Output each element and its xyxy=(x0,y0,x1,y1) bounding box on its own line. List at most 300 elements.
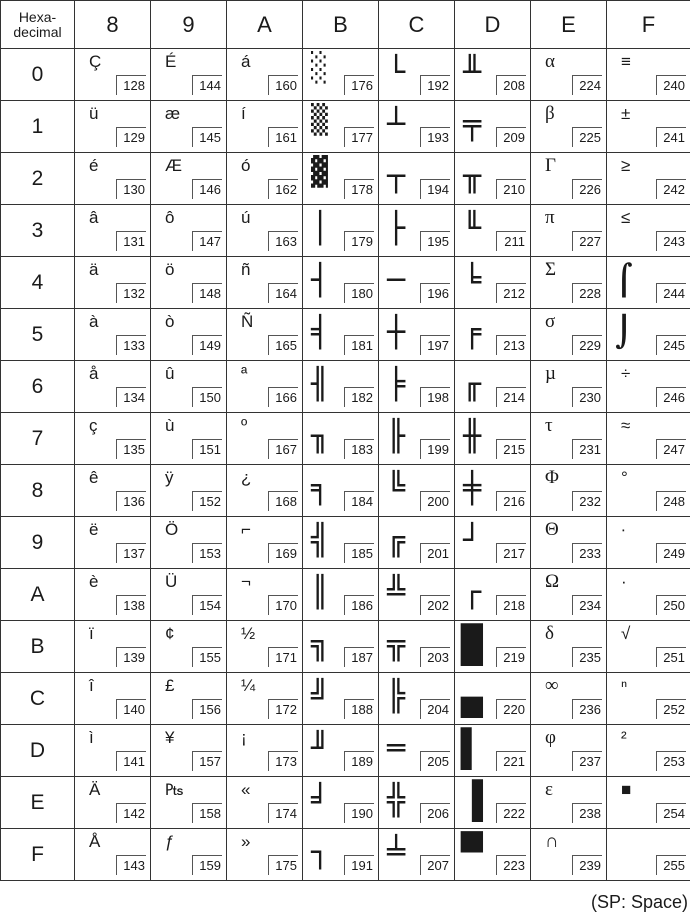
code-cell xyxy=(531,361,607,413)
character-glyph: ╝ xyxy=(311,679,330,714)
code-cell xyxy=(531,49,607,101)
decimal-code: 153 xyxy=(192,543,222,563)
character-glyph: ⌐ xyxy=(241,520,251,539)
code-cell xyxy=(303,725,379,777)
decimal-code: 251 xyxy=(656,647,686,667)
row-header: D xyxy=(1,725,75,777)
character-glyph: ú xyxy=(241,208,251,227)
decimal-code: 243 xyxy=(656,231,686,251)
decimal-code: 177 xyxy=(344,127,374,147)
table-row xyxy=(1,205,690,257)
row-header: F xyxy=(1,829,75,881)
character-glyph: ⌡ xyxy=(615,315,634,350)
decimal-code: 175 xyxy=(268,855,298,875)
code-cell xyxy=(303,309,379,361)
code-cell xyxy=(607,257,690,309)
decimal-code: 248 xyxy=(656,491,686,511)
table-row xyxy=(1,49,690,101)
character-glyph: ╨ xyxy=(463,55,482,90)
table-row xyxy=(1,569,690,621)
code-cell xyxy=(227,673,303,725)
decimal-code: 210 xyxy=(496,179,526,199)
character-glyph: µ xyxy=(545,363,556,384)
column-header: 8 xyxy=(75,1,151,49)
code-cell xyxy=(531,205,607,257)
character-glyph: ╬ xyxy=(387,783,406,818)
code-cell xyxy=(607,153,690,205)
code-cell xyxy=(531,725,607,777)
code-cell xyxy=(227,205,303,257)
decimal-code: 223 xyxy=(496,855,526,875)
table-row xyxy=(1,829,690,881)
hexadecimal-header xyxy=(1,1,75,49)
character-glyph: ¼ xyxy=(241,676,256,695)
decimal-code: 224 xyxy=(572,75,602,95)
character-glyph: Ñ xyxy=(241,312,254,331)
code-cell xyxy=(75,101,151,153)
decimal-code: 184 xyxy=(344,491,374,511)
row-header: 5 xyxy=(1,309,75,361)
decimal-code: 238 xyxy=(572,803,602,823)
row-header: C xyxy=(1,673,75,725)
decimal-code: 171 xyxy=(268,647,298,667)
code-cell xyxy=(151,257,227,309)
character-glyph: ▐ xyxy=(461,781,483,822)
decimal-code: 186 xyxy=(344,595,374,615)
decimal-code: 164 xyxy=(268,283,298,303)
footer-note: (SP: Space) xyxy=(590,892,688,912)
character-glyph: ì xyxy=(89,728,94,747)
code-cell xyxy=(227,829,303,881)
decimal-code: 148 xyxy=(192,283,222,303)
character-glyph: ╗ xyxy=(311,627,330,662)
code-cell xyxy=(75,205,151,257)
character-glyph: ó xyxy=(241,156,251,175)
code-cell xyxy=(531,309,607,361)
code-cell xyxy=(227,361,303,413)
decimal-code: 166 xyxy=(268,387,298,407)
character-glyph: ± xyxy=(621,104,631,123)
character-glyph: ╣ xyxy=(311,523,330,558)
decimal-code: 181 xyxy=(344,335,374,355)
row-header: 8 xyxy=(1,465,75,517)
character-glyph: « xyxy=(241,780,251,799)
character-glyph: ║ xyxy=(311,575,330,610)
code-cell xyxy=(303,413,379,465)
code-cell xyxy=(227,777,303,829)
code-cell xyxy=(227,569,303,621)
decimal-code: 194 xyxy=(420,179,450,199)
decimal-code: 195 xyxy=(420,231,450,251)
character-glyph: ∩ xyxy=(545,831,559,852)
decimal-code: 202 xyxy=(420,595,450,615)
character-glyph: î xyxy=(89,676,94,695)
code-cell xyxy=(455,777,531,829)
decimal-code: 158 xyxy=(192,803,222,823)
decimal-code: 246 xyxy=(656,387,686,407)
decimal-code: 213 xyxy=(496,335,526,355)
character-glyph: α xyxy=(545,51,555,72)
code-cell xyxy=(303,829,379,881)
character-glyph: ê xyxy=(89,468,99,487)
code-cell xyxy=(151,465,227,517)
character-glyph: ╩ xyxy=(387,575,406,610)
column-header: F xyxy=(607,1,690,49)
table-row xyxy=(1,361,690,413)
code-cell xyxy=(455,569,531,621)
decimal-code: 214 xyxy=(496,387,526,407)
decimal-code: 137 xyxy=(116,543,146,563)
decimal-code: 211 xyxy=(496,231,526,251)
table-row xyxy=(1,673,690,725)
code-cell xyxy=(151,205,227,257)
table-row xyxy=(1,101,690,153)
code-cell xyxy=(379,569,455,621)
code-cell xyxy=(607,673,690,725)
character-glyph: ï xyxy=(89,624,94,643)
row-header: 2 xyxy=(1,153,75,205)
code-cell xyxy=(379,673,455,725)
code-cell xyxy=(75,153,151,205)
character-glyph: ô xyxy=(165,208,175,227)
decimal-code: 253 xyxy=(656,751,686,771)
decimal-code: 233 xyxy=(572,543,602,563)
decimal-code: 235 xyxy=(572,647,602,667)
decimal-code: 143 xyxy=(116,855,146,875)
code-cell xyxy=(607,413,690,465)
table-row xyxy=(1,621,690,673)
character-glyph: Σ xyxy=(545,259,557,280)
character-glyph: β xyxy=(545,103,555,124)
decimal-code: 228 xyxy=(572,283,602,303)
decimal-code: 128 xyxy=(116,75,146,95)
decimal-code: 209 xyxy=(496,127,526,147)
decimal-code: 146 xyxy=(192,179,222,199)
character-glyph: ░ xyxy=(311,51,328,84)
code-cell xyxy=(607,309,690,361)
character-glyph: ╘ xyxy=(463,263,482,298)
character-glyph: ≤ xyxy=(621,208,631,227)
code-cell xyxy=(75,829,151,881)
decimal-code: 240 xyxy=(656,75,686,95)
character-glyph: Ö xyxy=(165,520,179,539)
character-glyph: ∞ xyxy=(545,675,559,696)
code-cell xyxy=(227,413,303,465)
code-cell xyxy=(531,777,607,829)
row-header: E xyxy=(1,777,75,829)
row-header: 4 xyxy=(1,257,75,309)
character-glyph: ¡ xyxy=(241,728,247,747)
character-glyph: ╡ xyxy=(311,315,330,350)
character-glyph: ▀ xyxy=(461,833,483,874)
code-cell xyxy=(607,517,690,569)
code-cell xyxy=(455,673,531,725)
character-glyph: π xyxy=(545,207,555,228)
code-cell xyxy=(227,257,303,309)
code-cell xyxy=(455,829,531,881)
character-glyph: Θ xyxy=(545,519,559,540)
character-glyph: ├ xyxy=(387,211,406,246)
row-header: 1 xyxy=(1,101,75,153)
code-cell xyxy=(531,673,607,725)
character-glyph: á xyxy=(241,52,251,71)
code-cell xyxy=(75,413,151,465)
decimal-code: 219 xyxy=(496,647,526,667)
decimal-code: 150 xyxy=(192,387,222,407)
code-cell xyxy=(75,517,151,569)
decimal-code: 156 xyxy=(192,699,222,719)
decimal-code: 155 xyxy=(192,647,222,667)
table-row xyxy=(1,777,690,829)
decimal-code: 129 xyxy=(116,127,146,147)
character-glyph: ╕ xyxy=(311,471,330,506)
row-header: B xyxy=(1,621,75,673)
code-cell xyxy=(227,153,303,205)
code-cell xyxy=(75,465,151,517)
code-cell xyxy=(379,621,455,673)
table-row xyxy=(1,413,690,465)
code-cell xyxy=(151,153,227,205)
code-cell xyxy=(531,257,607,309)
decimal-code: 167 xyxy=(268,439,298,459)
code-cell xyxy=(455,517,531,569)
column-header: 9 xyxy=(151,1,227,49)
character-glyph: à xyxy=(89,312,99,331)
code-cell xyxy=(303,101,379,153)
character-glyph: ╦ xyxy=(387,627,406,662)
character-glyph: ƒ xyxy=(165,832,175,851)
character-glyph: ¥ xyxy=(165,728,175,747)
code-cell xyxy=(303,205,379,257)
decimal-code: 170 xyxy=(268,595,298,615)
decimal-code: 188 xyxy=(344,699,374,719)
decimal-code: 187 xyxy=(344,647,374,667)
decimal-code: 154 xyxy=(192,595,222,615)
character-glyph: ç xyxy=(89,416,98,435)
code-cell xyxy=(227,517,303,569)
decimal-code: 200 xyxy=(420,491,450,511)
code-cell xyxy=(151,621,227,673)
decimal-code: 142 xyxy=(116,803,146,823)
decimal-code: 182 xyxy=(344,387,374,407)
character-glyph: ₧ xyxy=(165,780,184,799)
code-cell xyxy=(607,49,690,101)
character-glyph: ╠ xyxy=(387,679,406,714)
character-glyph: · xyxy=(621,572,627,591)
decimal-code: 217 xyxy=(496,543,526,563)
decimal-code: 180 xyxy=(344,283,374,303)
code-cell xyxy=(607,205,690,257)
code-cell xyxy=(151,517,227,569)
code-cell xyxy=(455,153,531,205)
character-glyph: σ xyxy=(545,311,556,332)
decimal-code: 159 xyxy=(192,855,222,875)
character-glyph: ë xyxy=(89,520,99,539)
table-row xyxy=(1,309,690,361)
decimal-code: 206 xyxy=(420,803,450,823)
character-glyph: ∙ xyxy=(621,520,626,539)
code-cell xyxy=(227,101,303,153)
character-glyph: ≥ xyxy=(621,156,631,175)
decimal-code: 232 xyxy=(572,491,602,511)
code-cell xyxy=(227,621,303,673)
character-glyph: ╞ xyxy=(387,367,406,402)
row-header: A xyxy=(1,569,75,621)
character-glyph: ¬ xyxy=(241,572,251,591)
character-glyph: ╤ xyxy=(463,107,482,142)
character-glyph: δ xyxy=(545,623,554,644)
decimal-code: 231 xyxy=(572,439,602,459)
character-glyph: ù xyxy=(165,416,175,435)
decimal-code: 250 xyxy=(656,595,686,615)
character-glyph: Æ xyxy=(165,156,182,175)
character-glyph: ╟ xyxy=(387,419,406,454)
decimal-code: 138 xyxy=(116,595,146,615)
character-glyph: ╚ xyxy=(387,471,406,506)
table-row xyxy=(1,517,690,569)
decimal-code: 165 xyxy=(268,335,298,355)
character-glyph: ┬ xyxy=(387,159,406,194)
code-cell xyxy=(303,361,379,413)
column-header: C xyxy=(379,1,455,49)
decimal-code: 220 xyxy=(496,699,526,719)
character-glyph: ┌ xyxy=(463,575,482,610)
decimal-code: 197 xyxy=(420,335,450,355)
decimal-code: 192 xyxy=(420,75,450,95)
column-header: B xyxy=(303,1,379,49)
code-cell xyxy=(379,465,455,517)
code-cell xyxy=(151,569,227,621)
code-cell xyxy=(379,725,455,777)
code-cell xyxy=(455,621,531,673)
character-glyph: ■ xyxy=(621,780,632,799)
character-glyph: φ xyxy=(545,727,556,748)
code-cell xyxy=(379,361,455,413)
decimal-code: 168 xyxy=(268,491,298,511)
decimal-code: 215 xyxy=(496,439,526,459)
character-glyph: └ xyxy=(387,55,406,90)
character-glyph: ┴ xyxy=(387,107,406,142)
decimal-code: 227 xyxy=(572,231,602,251)
code-cell xyxy=(379,205,455,257)
decimal-code: 141 xyxy=(116,751,146,771)
character-glyph: è xyxy=(89,572,99,591)
code-cell xyxy=(303,569,379,621)
character-glyph: ≡ xyxy=(621,52,631,71)
code-cell xyxy=(607,101,690,153)
character-glyph: ╪ xyxy=(463,471,482,506)
decimal-code: 221 xyxy=(496,751,526,771)
decimal-code: 254 xyxy=(656,803,686,823)
code-cell xyxy=(379,309,455,361)
code-cell xyxy=(607,829,690,881)
character-glyph: æ xyxy=(165,104,181,123)
decimal-code: 252 xyxy=(656,699,686,719)
code-cell xyxy=(151,413,227,465)
decimal-code: 149 xyxy=(192,335,222,355)
code-cell xyxy=(303,621,379,673)
character-glyph: ╛ xyxy=(311,783,330,818)
character-glyph: ╖ xyxy=(311,419,330,454)
code-cell xyxy=(379,49,455,101)
code-cell xyxy=(303,517,379,569)
decimal-code: 174 xyxy=(268,803,298,823)
character-glyph: ┼ xyxy=(387,315,406,350)
character-glyph: ┘ xyxy=(463,523,482,558)
character-glyph: ▄ xyxy=(461,677,483,718)
decimal-code: 208 xyxy=(496,75,526,95)
decimal-code: 161 xyxy=(268,127,298,147)
code-cell xyxy=(607,465,690,517)
code-cell xyxy=(151,309,227,361)
decimal-code: 225 xyxy=(572,127,602,147)
code-cell xyxy=(303,257,379,309)
code-cell xyxy=(303,673,379,725)
character-glyph: ¿ xyxy=(241,468,252,487)
decimal-code: 216 xyxy=(496,491,526,511)
row-header: 9 xyxy=(1,517,75,569)
header-corner-line2: decimal xyxy=(13,23,62,40)
character-glyph: ª xyxy=(241,364,248,383)
decimal-code: 162 xyxy=(268,179,298,199)
code-cell xyxy=(455,309,531,361)
code-cell xyxy=(75,621,151,673)
character-glyph: ⁿ xyxy=(621,676,628,695)
code-cell xyxy=(227,309,303,361)
character-glyph: ▓ xyxy=(311,155,328,188)
decimal-code: 203 xyxy=(420,647,450,667)
code-cell xyxy=(303,465,379,517)
decimal-code: 132 xyxy=(116,283,146,303)
column-header: D xyxy=(455,1,531,49)
character-glyph: Ç xyxy=(89,52,102,71)
decimal-code: 160 xyxy=(268,75,298,95)
decimal-code: 178 xyxy=(344,179,374,199)
decimal-code: 229 xyxy=(572,335,602,355)
character-glyph: ╜ xyxy=(311,731,330,766)
code-cell xyxy=(531,569,607,621)
decimal-code: 249 xyxy=(656,543,686,563)
code-cell xyxy=(607,569,690,621)
code-cell xyxy=(75,673,151,725)
code-cell xyxy=(455,49,531,101)
code-cell xyxy=(531,413,607,465)
decimal-code: 212 xyxy=(496,283,526,303)
code-cell xyxy=(227,725,303,777)
code-cell xyxy=(75,49,151,101)
character-glyph: ä xyxy=(89,260,99,279)
code-cell xyxy=(75,777,151,829)
decimal-code: 247 xyxy=(656,439,686,459)
decimal-code: 226 xyxy=(572,179,602,199)
character-glyph: É xyxy=(165,52,177,71)
character-glyph: ° xyxy=(621,468,628,487)
code-cell xyxy=(379,517,455,569)
character-glyph: ╓ xyxy=(463,367,482,402)
code-cell xyxy=(607,361,690,413)
code-cell xyxy=(303,49,379,101)
character-glyph: ñ xyxy=(241,260,251,279)
character-glyph: ╔ xyxy=(387,523,406,558)
code-cell xyxy=(379,777,455,829)
character-glyph: í xyxy=(241,104,246,123)
character-glyph: û xyxy=(165,364,175,383)
decimal-code: 136 xyxy=(116,491,146,511)
decimal-code: 183 xyxy=(344,439,374,459)
decimal-code: 173 xyxy=(268,751,298,771)
character-glyph: ▌ xyxy=(461,729,483,770)
decimal-code: 199 xyxy=(420,439,450,459)
